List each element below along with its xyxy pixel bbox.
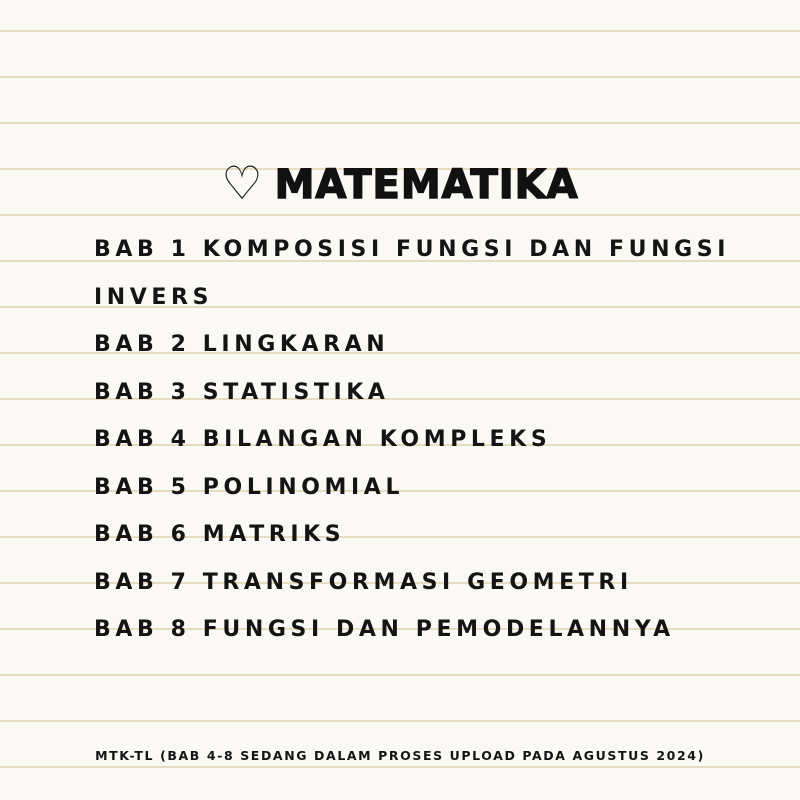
footer-note: MTK-TL (BAB 4-8 SEDANG DALAM PROSES UPLOAD PADA AGUSTUS 2024) <box>95 748 705 763</box>
chapter-item: BAB 7 TRANSFORMASI GEOMETRI <box>94 569 633 595</box>
chapter-item: BAB 6 MATRIKS <box>94 522 346 547</box>
chapter-item: BAB 4 BILANGAN KOMPLEKS <box>94 427 552 452</box>
page-title <box>0 156 800 210</box>
chapter-item: INVERS <box>94 284 214 310</box>
heart-outline-icon: ♡ <box>221 156 263 210</box>
title-text: MATEMATIKA <box>274 162 579 208</box>
chapter-list <box>94 226 734 654</box>
chapter-item: BAB 5 POLINOMIAL <box>94 474 405 500</box>
chapter-item: BAB 3 STATISTIKA <box>94 379 390 405</box>
chapter-item: BAB 2 LINGKARAN <box>94 332 390 357</box>
chapter-item: BAB 1 KOMPOSISI FUNGSI DAN FUNGSI <box>94 237 730 262</box>
chapter-item: BAB 8 FUNGSI DAN PEMODELANNYA <box>94 617 675 642</box>
